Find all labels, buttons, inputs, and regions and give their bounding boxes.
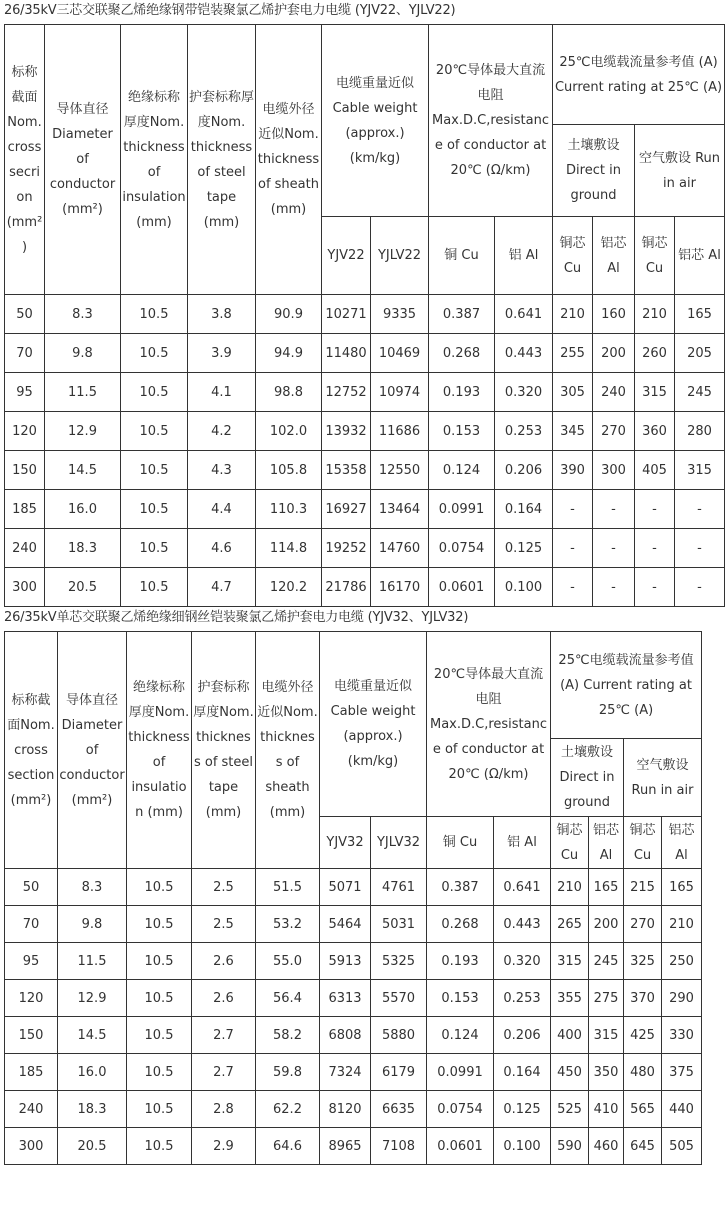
- table2-title: 26/35kV单芯交联聚乙烯绝缘细钢丝铠装聚氯乙烯护套电力电缆 (YJV32、YJLV32): [4, 610, 469, 625]
- header-ground-al: 铝芯 Al: [593, 217, 635, 295]
- cell-ground-al: -: [593, 529, 635, 568]
- table-row: [5, 490, 725, 529]
- header-air: 空气敷设 Run in air: [635, 125, 725, 217]
- cell-resistance-al: 0.164: [495, 490, 553, 529]
- cell-steel-tape: 3.9: [188, 334, 256, 373]
- cell-sheath: 90.9: [256, 295, 322, 334]
- cell-ground-cu: -: [553, 568, 593, 607]
- cell-sheath: 102.0: [256, 412, 322, 451]
- header-resistance: 20℃导体最大直流电阻Max.D.C,resistance of conductor at 20℃ (Ω/km): [427, 632, 551, 817]
- cell-sheath: 51.5: [256, 869, 320, 906]
- cell-air-cu: 270: [624, 906, 662, 943]
- cell-resistance-cu: 0.387: [427, 869, 494, 906]
- cell-section: 95: [5, 373, 45, 412]
- cell-steel-tape: 4.4: [188, 490, 256, 529]
- cell-resistance-cu: 0.0601: [429, 568, 495, 607]
- cell-resistance-cu: 0.0754: [429, 529, 495, 568]
- cell-ground-cu: 450: [551, 1054, 589, 1091]
- cell-diameter: 11.5: [45, 373, 121, 412]
- cell-weight-yjlv: 16170: [371, 568, 429, 607]
- cell-section: 120: [5, 980, 58, 1017]
- cell-resistance-al: 0.641: [495, 295, 553, 334]
- cell-insulation: 10.5: [127, 1017, 192, 1054]
- cell-weight-yjv: 7324: [320, 1054, 371, 1091]
- cell-resistance-al: 0.164: [494, 1054, 551, 1091]
- cell-resistance-cu: 0.124: [429, 451, 495, 490]
- header-air: 空气敷设 Run in air: [624, 739, 702, 817]
- header-ground-cu: 铜芯 Cu: [553, 217, 593, 295]
- cell-air-al: 375: [662, 1054, 702, 1091]
- cell-weight-yjv: 8965: [320, 1128, 371, 1165]
- cell-section: 50: [5, 869, 58, 906]
- table-row: [5, 412, 725, 451]
- cell-diameter: 14.5: [58, 1017, 127, 1054]
- table-row: [5, 906, 702, 943]
- cell-weight-yjv: 16927: [322, 490, 371, 529]
- cell-ground-cu: 390: [553, 451, 593, 490]
- header-yjv: YJV22: [322, 217, 371, 295]
- cell-air-al: 330: [662, 1017, 702, 1054]
- cell-sheath: 120.2: [256, 568, 322, 607]
- cell-resistance-cu: 0.193: [429, 373, 495, 412]
- cell-diameter: 8.3: [58, 869, 127, 906]
- table-row: [5, 1054, 702, 1091]
- cell-ground-cu: 590: [551, 1128, 589, 1165]
- header-yjlv: YJLV32: [371, 817, 427, 869]
- cell-air-al: 205: [675, 334, 725, 373]
- cell-diameter: 9.8: [58, 906, 127, 943]
- cell-sheath: 58.2: [256, 1017, 320, 1054]
- cell-resistance-cu: 0.0601: [427, 1128, 494, 1165]
- cell-resistance-cu: 0.153: [427, 980, 494, 1017]
- cell-section: 150: [5, 1017, 58, 1054]
- cell-ground-al: -: [593, 568, 635, 607]
- cell-resistance-cu: 0.0991: [427, 1054, 494, 1091]
- cell-sheath: 56.4: [256, 980, 320, 1017]
- cell-ground-cu: 525: [551, 1091, 589, 1128]
- cell-ground-al: 350: [589, 1054, 624, 1091]
- cell-air-al: -: [675, 490, 725, 529]
- cell-diameter: 18.3: [45, 529, 121, 568]
- cell-resistance-al: 0.443: [495, 334, 553, 373]
- header-section: 标称截面Nom. cross secrion (mm²): [5, 25, 45, 295]
- cell-weight-yjlv: 11686: [371, 412, 429, 451]
- cell-diameter: 11.5: [58, 943, 127, 980]
- cell-air-al: 315: [675, 451, 725, 490]
- cell-sheath: 98.8: [256, 373, 322, 412]
- cable-spec-table-2: [4, 631, 702, 1165]
- cell-weight-yjlv: 10469: [371, 334, 429, 373]
- cell-resistance-al: 0.253: [494, 980, 551, 1017]
- cell-weight-yjv: 15358: [322, 451, 371, 490]
- cell-ground-al: 275: [589, 980, 624, 1017]
- cell-section: 70: [5, 906, 58, 943]
- cell-weight-yjlv: 4761: [371, 869, 427, 906]
- cell-ground-cu: 315: [551, 943, 589, 980]
- cell-diameter: 14.5: [45, 451, 121, 490]
- cell-weight-yjlv: 7108: [371, 1128, 427, 1165]
- cell-resistance-cu: 0.268: [427, 906, 494, 943]
- cell-ground-cu: 210: [553, 295, 593, 334]
- cell-sheath: 110.3: [256, 490, 322, 529]
- cell-insulation: 10.5: [121, 451, 188, 490]
- header-diameter: 导体直径Diameter of conductor (mm²): [58, 632, 127, 869]
- cell-resistance-al: 0.125: [494, 1091, 551, 1128]
- header-steel-tape: 护套标称厚度Nom. thickness of steel tape (mm): [192, 632, 256, 869]
- cell-steel-tape: 2.5: [192, 869, 256, 906]
- cell-weight-yjlv: 12550: [371, 451, 429, 490]
- cell-ground-al: 245: [589, 943, 624, 980]
- cell-section: 300: [5, 1128, 58, 1165]
- cell-steel-tape: 4.3: [188, 451, 256, 490]
- cell-diameter: 20.5: [45, 568, 121, 607]
- cell-resistance-cu: 0.124: [427, 1017, 494, 1054]
- cell-insulation: 10.5: [121, 490, 188, 529]
- header-current-rating: 25℃电缆载流量参考值 (A) Current rating at 25℃ (A): [553, 25, 725, 125]
- cell-weight-yjv: 11480: [322, 334, 371, 373]
- cell-weight-yjlv: 10974: [371, 373, 429, 412]
- cell-steel-tape: 2.6: [192, 980, 256, 1017]
- cell-air-al: 440: [662, 1091, 702, 1128]
- cell-steel-tape: 4.7: [188, 568, 256, 607]
- cell-insulation: 10.5: [121, 373, 188, 412]
- cell-diameter: 12.9: [45, 412, 121, 451]
- cell-ground-al: 315: [589, 1017, 624, 1054]
- cell-air-al: 280: [675, 412, 725, 451]
- cell-steel-tape: 3.8: [188, 295, 256, 334]
- cell-section: 185: [5, 1054, 58, 1091]
- header-insulation: 绝缘标称厚度Nom. thickness of insulation (mm): [127, 632, 192, 869]
- cell-air-al: -: [675, 529, 725, 568]
- header-ground-al: 铝芯 Al: [589, 817, 624, 869]
- cell-section: 240: [5, 529, 45, 568]
- header-ground-cu: 铜芯 Cu: [551, 817, 589, 869]
- header-weight: 电缆重量近似Cable weight (approx.) (km/kg): [322, 25, 429, 217]
- header-res-cu: 铜 Cu: [427, 817, 494, 869]
- cell-air-cu: 210: [635, 295, 675, 334]
- cell-weight-yjv: 19252: [322, 529, 371, 568]
- cell-air-cu: 565: [624, 1091, 662, 1128]
- cell-insulation: 10.5: [127, 869, 192, 906]
- header-current-rating: 25℃电缆载流量参考值 (A) Current rating at 25℃ (A): [551, 632, 702, 739]
- cell-ground-cu: 210: [551, 869, 589, 906]
- cell-weight-yjv: 10271: [322, 295, 371, 334]
- header-yjv: YJV32: [320, 817, 371, 869]
- cell-section: 70: [5, 334, 45, 373]
- cell-section: 150: [5, 451, 45, 490]
- cell-ground-al: -: [593, 490, 635, 529]
- cell-diameter: 20.5: [58, 1128, 127, 1165]
- cell-resistance-al: 0.100: [495, 568, 553, 607]
- cell-weight-yjlv: 5880: [371, 1017, 427, 1054]
- cell-diameter: 16.0: [58, 1054, 127, 1091]
- cell-resistance-cu: 0.153: [429, 412, 495, 451]
- header-res-al: 铝 Al: [495, 217, 553, 295]
- cell-weight-yjv: 12752: [322, 373, 371, 412]
- table-row: [5, 529, 725, 568]
- cell-resistance-al: 0.100: [494, 1128, 551, 1165]
- cell-resistance-al: 0.125: [495, 529, 553, 568]
- cell-section: 120: [5, 412, 45, 451]
- cell-resistance-al: 0.443: [494, 906, 551, 943]
- table-row: [5, 869, 702, 906]
- cell-steel-tape: 4.2: [188, 412, 256, 451]
- cell-sheath: 94.9: [256, 334, 322, 373]
- header-section: 标称截面Nom. cross section (mm²): [5, 632, 58, 869]
- cell-weight-yjlv: 5031: [371, 906, 427, 943]
- cell-air-cu: 370: [624, 980, 662, 1017]
- cell-insulation: 10.5: [127, 1128, 192, 1165]
- cell-resistance-cu: 0.387: [429, 295, 495, 334]
- cell-air-cu: -: [635, 529, 675, 568]
- cell-resistance-al: 0.206: [495, 451, 553, 490]
- cell-insulation: 10.5: [121, 295, 188, 334]
- cell-ground-cu: 355: [551, 980, 589, 1017]
- header-ground: 土壤敷设 Direct in ground: [551, 739, 624, 817]
- cell-weight-yjlv: 6635: [371, 1091, 427, 1128]
- cell-sheath: 59.8: [256, 1054, 320, 1091]
- table-row: [5, 1017, 702, 1054]
- cell-weight-yjv: 5913: [320, 943, 371, 980]
- cell-diameter: 16.0: [45, 490, 121, 529]
- cell-air-cu: 215: [624, 869, 662, 906]
- cell-steel-tape: 2.5: [192, 906, 256, 943]
- cell-weight-yjlv: 5570: [371, 980, 427, 1017]
- cell-diameter: 12.9: [58, 980, 127, 1017]
- cell-section: 300: [5, 568, 45, 607]
- cell-section: 50: [5, 295, 45, 334]
- cell-air-cu: 405: [635, 451, 675, 490]
- cell-steel-tape: 2.7: [192, 1017, 256, 1054]
- cell-air-cu: 360: [635, 412, 675, 451]
- cell-ground-al: 300: [593, 451, 635, 490]
- cell-air-al: 165: [675, 295, 725, 334]
- cell-steel-tape: 2.6: [192, 943, 256, 980]
- header-weight: 电缆重量近似Cable weight (approx.) (km/kg): [320, 632, 427, 817]
- table-row: [5, 568, 725, 607]
- cell-air-cu: -: [635, 490, 675, 529]
- cell-air-cu: 645: [624, 1128, 662, 1165]
- cell-air-cu: 260: [635, 334, 675, 373]
- cell-resistance-al: 0.641: [494, 869, 551, 906]
- header-ground: 土壤敷设 Direct in ground: [553, 125, 635, 217]
- cell-ground-al: 240: [593, 373, 635, 412]
- cell-ground-cu: 400: [551, 1017, 589, 1054]
- table1-title: 26/35kV三芯交联聚乙烯绝缘钢带铠装聚氯乙烯护套电力电缆 (YJV22、YJLV22): [4, 3, 456, 18]
- cell-weight-yjv: 8120: [320, 1091, 371, 1128]
- cell-resistance-cu: 0.0991: [429, 490, 495, 529]
- cell-air-al: 250: [662, 943, 702, 980]
- cell-air-al: 210: [662, 906, 702, 943]
- cell-ground-al: 410: [589, 1091, 624, 1128]
- cell-resistance-cu: 0.268: [429, 334, 495, 373]
- cell-insulation: 10.5: [127, 980, 192, 1017]
- cell-weight-yjv: 6808: [320, 1017, 371, 1054]
- cell-steel-tape: 4.6: [188, 529, 256, 568]
- cell-resistance-cu: 0.193: [427, 943, 494, 980]
- table-row: [5, 373, 725, 412]
- table-row: [5, 980, 702, 1017]
- table-row: [5, 451, 725, 490]
- cell-insulation: 10.5: [121, 529, 188, 568]
- cell-ground-cu: -: [553, 529, 593, 568]
- cell-sheath: 55.0: [256, 943, 320, 980]
- cell-resistance-al: 0.253: [495, 412, 553, 451]
- cell-sheath: 62.2: [256, 1091, 320, 1128]
- header-air-al: 铝芯 Al: [675, 217, 725, 295]
- cell-weight-yjv: 21786: [322, 568, 371, 607]
- cell-diameter: 18.3: [58, 1091, 127, 1128]
- cell-resistance-al: 0.320: [494, 943, 551, 980]
- cell-weight-yjv: 5464: [320, 906, 371, 943]
- cell-section: 185: [5, 490, 45, 529]
- cell-air-al: 505: [662, 1128, 702, 1165]
- table-row: [5, 1128, 702, 1165]
- cell-resistance-cu: 0.0754: [427, 1091, 494, 1128]
- header-insulation: 绝缘标称厚度Nom. thickness of insulation (mm): [121, 25, 188, 295]
- cell-diameter: 8.3: [45, 295, 121, 334]
- cell-insulation: 10.5: [127, 1054, 192, 1091]
- cell-sheath: 114.8: [256, 529, 322, 568]
- table-row: [5, 334, 725, 373]
- cell-ground-cu: -: [553, 490, 593, 529]
- cable-spec-table-1: [4, 24, 725, 607]
- table-row: [5, 295, 725, 334]
- cell-ground-al: 165: [589, 869, 624, 906]
- cell-air-cu: 325: [624, 943, 662, 980]
- header-air-cu: 铜芯 Cu: [624, 817, 662, 869]
- cell-weight-yjlv: 6179: [371, 1054, 427, 1091]
- cell-insulation: 10.5: [127, 1091, 192, 1128]
- cell-ground-cu: 305: [553, 373, 593, 412]
- cell-insulation: 10.5: [121, 568, 188, 607]
- cell-diameter: 9.8: [45, 334, 121, 373]
- table-row: [5, 1091, 702, 1128]
- cell-section: 95: [5, 943, 58, 980]
- cell-resistance-al: 0.206: [494, 1017, 551, 1054]
- cell-insulation: 10.5: [121, 334, 188, 373]
- header-sheath: 电缆外径近似Nom. thickness of sheath (mm): [256, 25, 322, 295]
- cell-sheath: 105.8: [256, 451, 322, 490]
- header-sheath: 电缆外径近似Nom. thickness of sheath (mm): [256, 632, 320, 869]
- cell-resistance-al: 0.320: [495, 373, 553, 412]
- cell-air-cu: 425: [624, 1017, 662, 1054]
- cell-weight-yjv: 6313: [320, 980, 371, 1017]
- table-row: [5, 943, 702, 980]
- cell-weight-yjv: 5071: [320, 869, 371, 906]
- cell-insulation: 10.5: [121, 412, 188, 451]
- header-resistance: 20℃导体最大直流电阻Max.D.C,resistance of conductor at 20℃ (Ω/km): [429, 25, 553, 217]
- cell-ground-al: 160: [593, 295, 635, 334]
- cell-air-al: 245: [675, 373, 725, 412]
- header-steel-tape: 护套标称厚度Nom. thickness of steel tape (mm): [188, 25, 256, 295]
- header-diameter: 导体直径Diameter of conductor (mm²): [45, 25, 121, 295]
- cell-air-al: 290: [662, 980, 702, 1017]
- cell-steel-tape: 4.1: [188, 373, 256, 412]
- cell-air-al: 165: [662, 869, 702, 906]
- cell-ground-al: 200: [593, 334, 635, 373]
- header-res-al: 铝 Al: [494, 817, 551, 869]
- cell-air-al: -: [675, 568, 725, 607]
- cell-insulation: 10.5: [127, 906, 192, 943]
- cell-steel-tape: 2.7: [192, 1054, 256, 1091]
- cell-ground-cu: 345: [553, 412, 593, 451]
- header-yjlv: YJLV22: [371, 217, 429, 295]
- cell-ground-al: 460: [589, 1128, 624, 1165]
- cell-weight-yjv: 13932: [322, 412, 371, 451]
- cell-ground-al: 270: [593, 412, 635, 451]
- cell-steel-tape: 2.8: [192, 1091, 256, 1128]
- header-res-cu: 铜 Cu: [429, 217, 495, 295]
- cell-weight-yjlv: 5325: [371, 943, 427, 980]
- cell-air-cu: 315: [635, 373, 675, 412]
- cell-weight-yjlv: 13464: [371, 490, 429, 529]
- cell-air-cu: -: [635, 568, 675, 607]
- cell-air-cu: 480: [624, 1054, 662, 1091]
- cell-weight-yjlv: 9335: [371, 295, 429, 334]
- cell-ground-cu: 255: [553, 334, 593, 373]
- cell-sheath: 64.6: [256, 1128, 320, 1165]
- header-air-cu: 铜芯 Cu: [635, 217, 675, 295]
- header-air-al: 铝芯 Al: [662, 817, 702, 869]
- cell-section: 240: [5, 1091, 58, 1128]
- cell-weight-yjlv: 14760: [371, 529, 429, 568]
- cell-insulation: 10.5: [127, 943, 192, 980]
- cell-ground-cu: 265: [551, 906, 589, 943]
- cell-sheath: 53.2: [256, 906, 320, 943]
- cell-ground-al: 200: [589, 906, 624, 943]
- cell-steel-tape: 2.9: [192, 1128, 256, 1165]
